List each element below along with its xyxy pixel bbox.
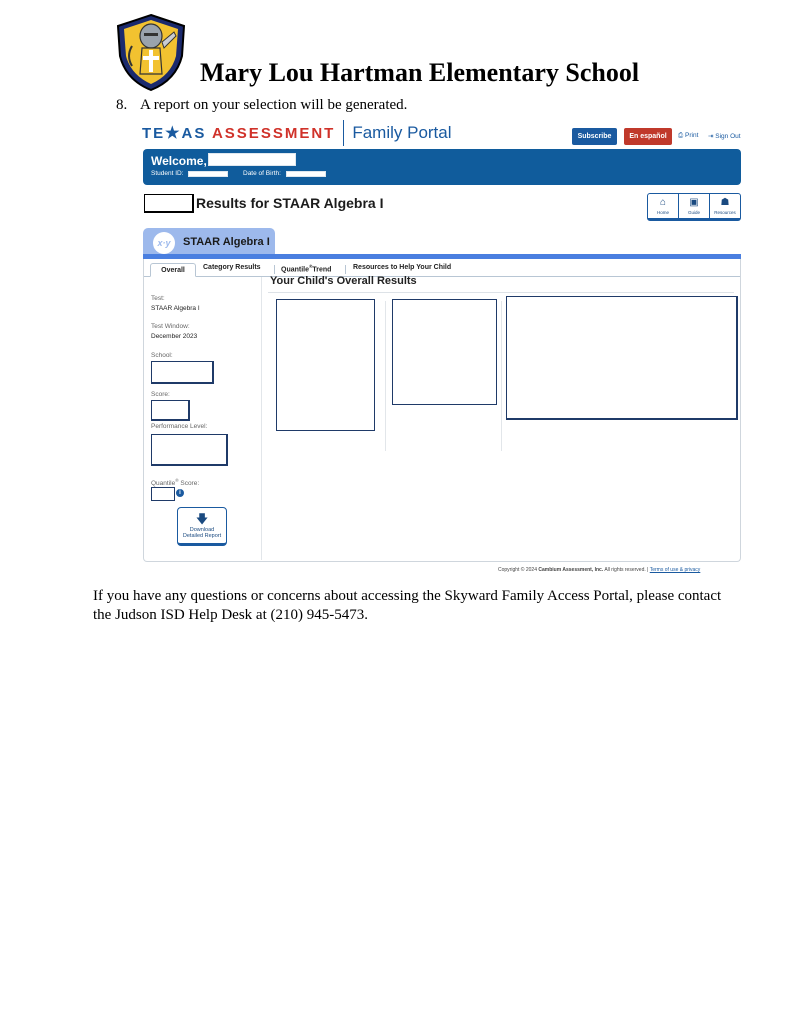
star-icon: ★: [165, 125, 182, 142]
student-id-redacted: [188, 171, 228, 177]
tab-resources[interactable]: Resources to Help Your Child: [353, 264, 452, 271]
sign-out-link[interactable]: ⇥ Sign Out: [708, 133, 741, 140]
quick-nav: [647, 193, 741, 221]
guide-icon: ▣: [689, 196, 699, 208]
results-subtabs: [144, 259, 740, 277]
student-name-redacted-box: [144, 194, 194, 213]
test-window-label: Test Window:: [151, 323, 190, 330]
results-title: Results for STAAR Algebra I: [196, 195, 384, 211]
family-portal-screenshot: [142, 118, 742, 578]
family-portal-wordmark: Family Portal: [352, 123, 452, 142]
home-icon: ⌂: [659, 196, 667, 208]
algebra-icon: x·y: [153, 232, 175, 254]
dob-redacted: [286, 171, 326, 177]
tab-divider: [345, 265, 346, 274]
performance-level-redacted: [151, 434, 228, 466]
test-value: STAAR Algebra I: [151, 305, 200, 312]
step-number: 8.: [116, 97, 128, 113]
step-text: A report on your selection will be generated.: [140, 97, 408, 113]
overall-results-heading: Your Child's Overall Results: [270, 275, 417, 287]
quantile-score-label: Quantile® Score:: [151, 478, 200, 488]
download-icon: 🡇: [195, 511, 209, 526]
quantile-graphic-redacted: [506, 296, 738, 420]
score-value-redacted: [151, 400, 190, 421]
results-panel: [143, 259, 741, 562]
download-report-button[interactable]: 🡇 Download Detailed Report: [177, 507, 227, 546]
texas-wordmark: TE★AS ASSESSMENT: [142, 125, 336, 142]
brand-divider: [343, 120, 344, 146]
performance-graphic-redacted: [392, 299, 497, 405]
school-name-heading: Mary Lou Hartman Elementary School: [200, 58, 640, 87]
resources-button[interactable]: ☗ Resources: [714, 196, 736, 215]
texas-assessment-logo: [142, 120, 452, 146]
test-window-value: December 2023: [151, 333, 198, 340]
heading-rule: [268, 292, 734, 293]
subscribe-button[interactable]: Subscribe: [572, 128, 617, 145]
sign-out-icon: ⇥: [708, 133, 716, 140]
printer-icon: ⎙: [678, 132, 686, 139]
score-label: Score:: [151, 391, 170, 398]
score-graphic-redacted: [276, 299, 375, 431]
test-tab-label: STAAR Algebra I: [183, 236, 270, 248]
spanish-button[interactable]: En español: [624, 128, 672, 145]
quantile-score-redacted: [151, 487, 175, 501]
student-id-label: Student ID:: [151, 170, 184, 177]
guide-button[interactable]: ▣ Guide: [679, 194, 710, 218]
performance-level-label: Performance Level:: [151, 423, 208, 430]
welcome-banner: [143, 149, 741, 185]
school-crest-logo: [114, 12, 188, 92]
home-button[interactable]: ⌂ Home: [648, 194, 679, 218]
school-value-redacted: [151, 361, 214, 384]
step-instruction: [116, 97, 407, 114]
tab-overall[interactable]: Overall: [150, 263, 196, 277]
terms-privacy-link[interactable]: Terms of use & privacy: [649, 567, 701, 573]
welcome-title: Welcome,: [151, 154, 207, 168]
school-label: School:: [151, 352, 173, 359]
tab-divider: [274, 265, 275, 274]
student-name-redacted: [208, 153, 296, 166]
dob-label: Date of Birth:: [243, 170, 281, 177]
column-divider: [385, 301, 386, 451]
help-desk-note: If you have any questions or concerns about accessing the Skyward Family Access Portal, please contact the Judson ISD Help Desk at (210) 945-5473.: [93, 588, 722, 623]
print-link[interactable]: ⎙ Print: [678, 132, 699, 139]
tab-category-results[interactable]: Category Results: [203, 264, 261, 271]
test-info-sidebar: [144, 277, 262, 560]
copyright-notice: Copyright © 2024 Cambium Assessment, Inc. All rights reserved. | Terms of use & privacy: [498, 567, 701, 573]
resources-icon: ☗: [720, 196, 730, 208]
column-divider: [501, 301, 502, 451]
tab-quantile-trend[interactable]: Quantile®Trend: [281, 264, 332, 274]
test-label: Test:: [151, 295, 165, 302]
info-icon[interactable]: i: [176, 489, 184, 497]
